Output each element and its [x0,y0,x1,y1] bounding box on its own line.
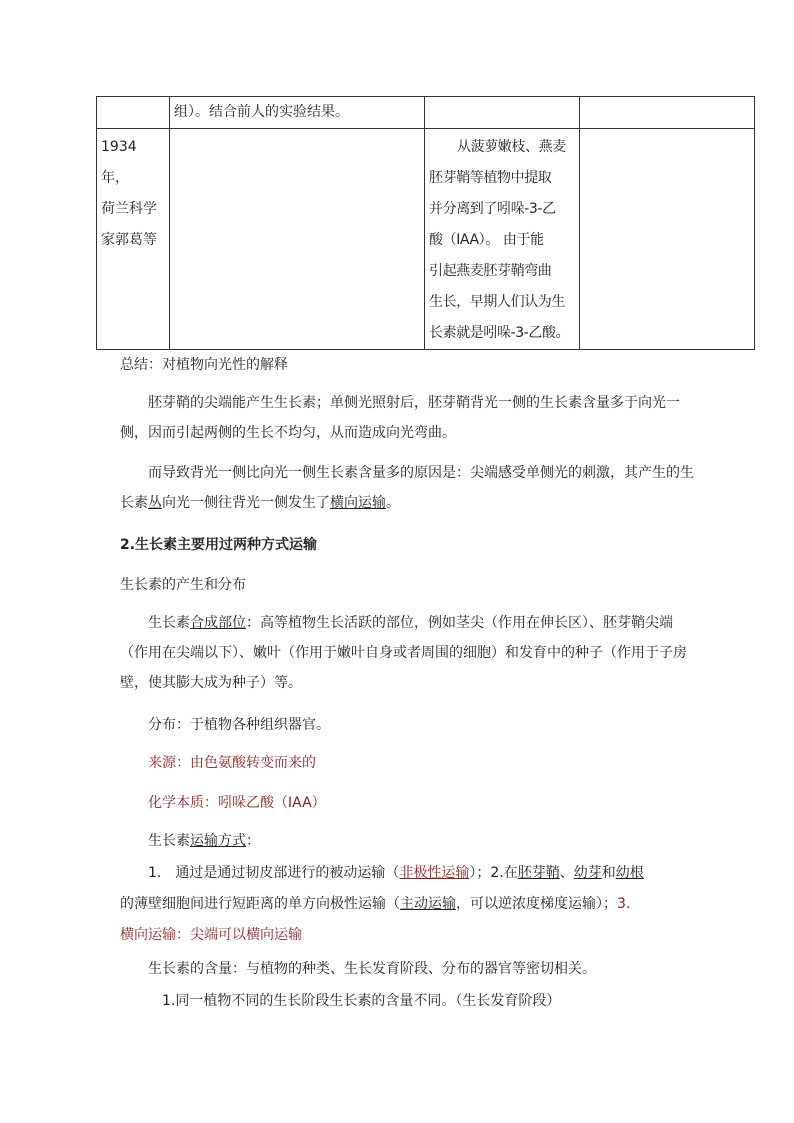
text-run: 横向运输：尖端可以横向运输 [120,927,302,943]
researcher-text: 1934 年， 荷兰科学 家郭葛等 [101,139,157,248]
text-run: ：高等植物生长活跃的部位，例如茎尖（作用在伸长区）、胚芽鞘尖端（作用在尖端以下）、嫩叶（作用于嫩叶自身或者周围的细胞）和发育中的种子（作用于子房壁，使其膨大成为种子）等。 [120,615,687,691]
text-run: 1. 通过是通过韧皮部进行的被动运输（ [148,865,400,881]
experiment-table [96,96,755,350]
section-heading: 2.生长素主要用过两种方式运输 [120,537,318,553]
text-run: ，可以逆浓度梯度运输）； [456,896,617,912]
text-run: 主动运输 [400,896,456,912]
summary-paragraph: 胚芽鞘的尖端能产生生长素；单侧光照射后，胚芽鞘背光一侧的生长素含量多于向光一侧，因而引起两侧的生长不均匀，从而造成向光弯曲。 [120,395,680,441]
text-run: 非极性运输 [399,865,470,881]
cell-line: 引起燕麦胚芽鞘弯曲 [429,263,552,279]
table-cell [97,129,170,350]
text-run: 横向运输 [330,495,386,511]
table-row [97,97,755,129]
cell-line: 并分离到了吲哚-3-乙 [429,201,556,217]
text-run: 合成部位 [190,615,246,631]
summary-title: 总结：对植物向光性的解释 [120,357,288,373]
subsection-title: 生长素的产生和分布 [120,577,246,593]
text-run: 运输方式 [190,833,246,849]
table-cell [425,129,580,350]
summary-cause-paragraph [120,458,700,518]
content-line: 生长素的含量：与植物的种类、生长发育阶段、分布的器官等密切相关。 [148,961,596,977]
cell-line: 胚芽鞘等植物中提取 [429,170,552,186]
cell-text: 组）。结合前人的实验结果。 [174,104,349,120]
text-run: 幼芽 [573,865,602,881]
table-cell [97,97,170,129]
table-cell [170,129,425,350]
chemical-nature-line: 化学本质：吲哚乙酸（IAA） [148,795,326,811]
text-run: ： [246,833,260,849]
text-run: 生长素 [148,833,190,849]
table-row [97,129,755,350]
table-cell [580,129,755,350]
table-cell [425,97,580,129]
transport-title [120,826,680,856]
text-run: 胚芽鞘 [517,865,560,881]
cell-line: 酸（IAA）。 由于能 [429,232,544,248]
text-run: ）；2.在 [469,865,518,881]
text-run: 而导致背光一侧比向光一侧生长素含量多的原因是：尖端感受单侧光的刺激，其产生的生长素 [120,465,694,511]
cell-line: 长素就是吲哚-3-乙酸。 [429,325,570,341]
transport-paragraph [120,858,700,951]
synthesis-paragraph [120,608,700,698]
cell-line: 生长，早期人们认为生 [429,294,565,310]
text-run: 的薄壁细胞间进行短距离的单方向极性运输（ [120,896,400,912]
text-run: 。 [386,495,400,511]
text-run: 向光一侧往背光一侧发生了 [162,495,330,511]
content-item-1: 1.同一植物不同的生长阶段生长素的含量不同。（生长发育阶段） [162,993,561,1009]
text-run: 3. [617,896,631,912]
source-line: 来源：由色氨酸转变而来的 [148,755,316,771]
table-cell [580,97,755,129]
text-run: 丛 [148,495,162,511]
text-run: 、 [559,865,574,881]
text-run: 和 [601,865,616,881]
cell-line: 从菠萝嫩枝、燕麦 [457,139,566,155]
text-run: 生长素 [148,615,190,631]
distribution-line: 分布：于植物各种组织器官。 [148,717,330,733]
text-run: 幼根 [615,865,644,881]
table-cell [170,97,425,129]
